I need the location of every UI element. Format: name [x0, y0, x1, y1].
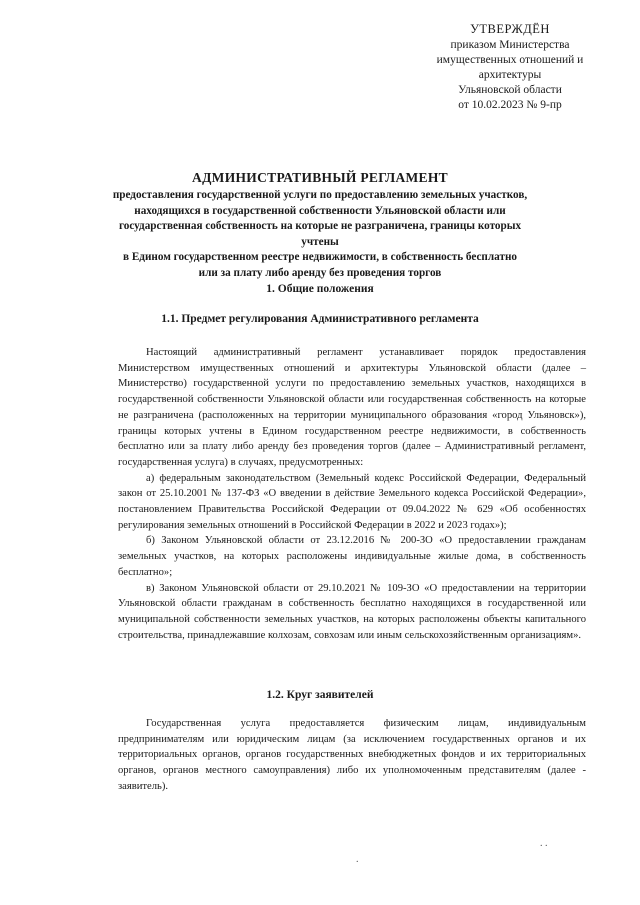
- applicants-text: [118, 716, 586, 795]
- approval-title: УТВЕРЖДЁН: [470, 22, 550, 36]
- subtitle-line: предоставления государственной услуги по предоставлению земельных участков,: [112, 189, 528, 201]
- subtitle-line: или за плату либо аренду без проведения торгов: [198, 266, 442, 279]
- paragraph: б) Законом Ульяновской области от 23.12.2016 № 200-ЗО «О предоставлении гражданам земельных участков, на которых расположены индивидуальные жилые дома, в собственность бесплатно»;: [118, 535, 586, 578]
- section-heading-general: 1. Общие положения: [266, 283, 374, 295]
- approval-line: от 10.02.2023 № 9-пр: [458, 99, 562, 111]
- subject-text: [118, 345, 586, 643]
- approval-line: Ульяновской области: [458, 84, 562, 96]
- paragraph: Настоящий административный регламент устанавливает порядок предоставления Министерством имущественных отношений и архитектуры Ульяновской области (далее – Министерство) государственной услуги по предоставлению земельных участков, находящихся в государственной собственности Ульяновской области или государственная собственность на которые не разграничена (расположенных на территории муниципального образования «город Ульяновск»), границы которых учтены в Едином государственном реестре недвижимости, в собственность бесплатно или за плату либо аренду без проведения торгов (далее – Административный регламент, государственная услуга) в случаях, предусмотренных:: [118, 347, 586, 468]
- subsection-heading-subject: 1.1. Предмет регулирования Административного регламента: [161, 313, 479, 325]
- paragraph: в) Законом Ульяновской области от 29.10.2021 № 109-ЗО «О предоставлении на территории Ульяновской области гражданам в собственность бесплатно находящихся в государственной или муниципальной собственности земельных участков, на которых расположены объекты капитального строительства, принадлежавшие колхозам, совхозам или иным сельскохозяйственным организациям».: [118, 582, 586, 641]
- scan-speck: . .: [540, 838, 548, 849]
- scan-speck: .: [356, 854, 359, 865]
- subsection-heading-applicants: 1.2. Круг заявителей: [266, 689, 374, 701]
- subtitle-line: в Едином государственном реестре недвижимости, в собственность бесплатно: [123, 251, 517, 263]
- paragraph: а) федеральным законодательством (Земельный кодекс Российской Федерации, Федеральный закон от 25.10.2001 № 137-ФЗ «О введении в действие Земельного кодекса Российской Федерации», постановлением Правительства Российской Федерации от 09.04.2022 № 629 «Об особенностях регулирования земельных отношений в Российской Федерации в 2022 и 2023 годах»);: [118, 472, 586, 531]
- approval-line: имущественных отношений и: [436, 54, 584, 66]
- subtitle-line: государственная собственность на которые не разграничена, границы которых учтены: [118, 220, 522, 248]
- approval-line: приказом Министерства: [450, 39, 570, 51]
- subtitle-line: находящихся в государственной собственности Ульяновской области или: [134, 204, 506, 217]
- approval-line: архитектуры: [478, 69, 542, 81]
- document-subtitle: [100, 188, 540, 281]
- approval-stamp: [430, 22, 590, 113]
- paragraph: Государственная услуга предоставляется физическим лицам, индивидуальным предпринимателям или юридическим лицам (за исключением государственных органов и их территориальных органов, органов государственных внебюджетных фондов и их территориальных органов, органов местного самоуправления) либо их уполномоченным представителям (далее - заявитель).: [118, 718, 586, 792]
- document-title: АДМИНИСТРАТИВНЫЙ РЕГЛАМЕНТ: [192, 170, 448, 185]
